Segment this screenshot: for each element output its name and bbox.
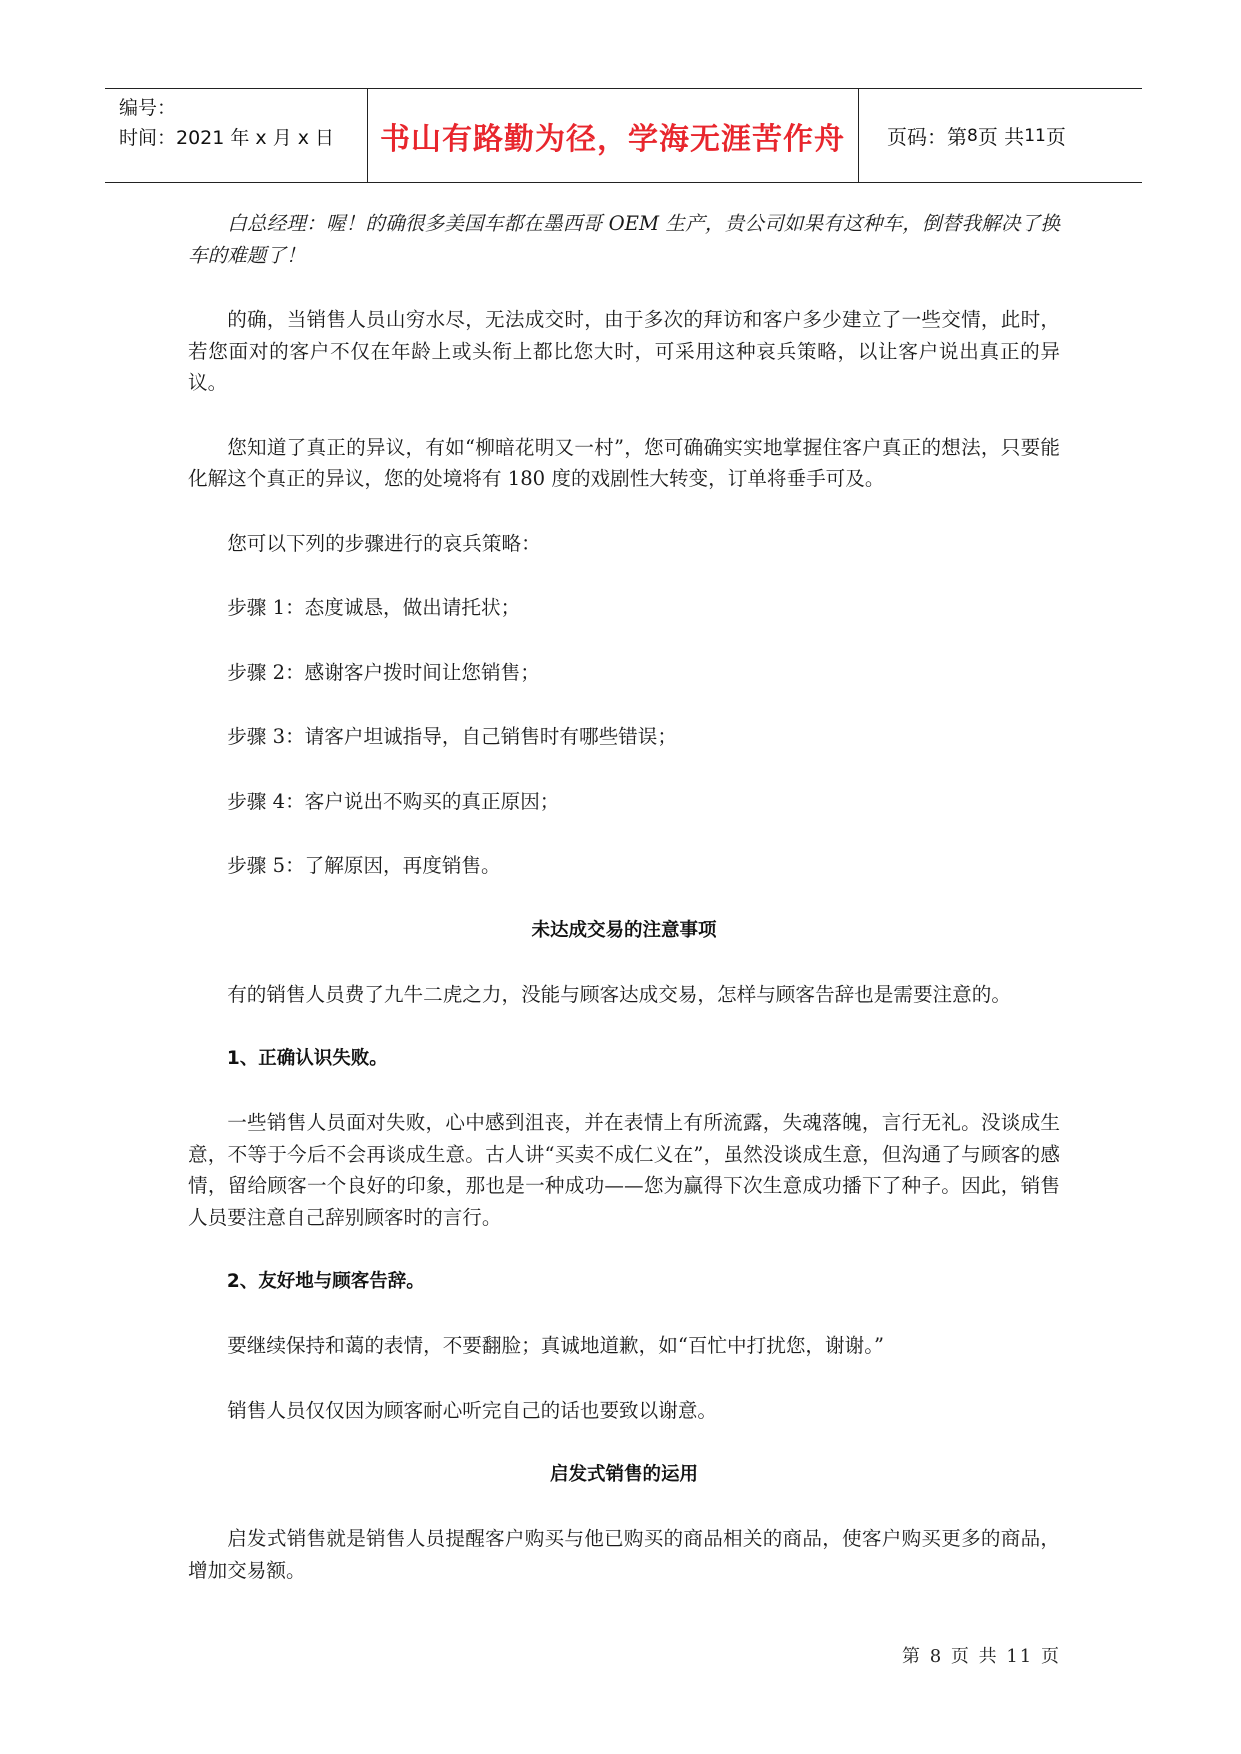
- step-item: 步骤 1：态度诚恳，做出请托状；: [227, 596, 521, 619]
- section-heading: 未达成交易的注意事项: [531, 919, 717, 941]
- subsection-heading: 2、友好地与顾客告辞。: [226, 1271, 425, 1292]
- page-prefix: 页码：第: [887, 125, 967, 149]
- body-paragraph: 销售人员仅仅因为顾客耐心听完自己的话也要致以谢意。: [227, 1398, 718, 1422]
- page-footer: 第 8 页 共 11 页: [902, 1646, 1061, 1667]
- body-paragraph: 启发式销售就是销售人员提醒客户购买与他已购买的商品相关的商品，使客户购买更多的商品，增加交易额。: [188, 1527, 1060, 1582]
- header-page-number: [871, 89, 1066, 182]
- subsection-heading: 1、正确认识失败。: [226, 1048, 388, 1069]
- page-suffix: 页: [1045, 125, 1066, 149]
- page-current: 8: [967, 125, 978, 146]
- page-total: 11: [1024, 125, 1046, 146]
- body-paragraph: 您知道了真正的异议，有如“柳暗花明又一村”，您可确确实实地掌握住客户真正的想法，只要能化解这个真正的异议，您的处境将有 180 度的戏剧性大转变，订单将垂手可及。: [188, 435, 1060, 490]
- body-paragraph: 要继续保持和蔼的表情，不要翻脸；真诚地道歉，如“百忙中打扰您，谢谢。”: [227, 1334, 885, 1357]
- body-paragraph: 您可以下列的步骤进行的哀兵策略：: [227, 531, 541, 555]
- step-item: 步骤 5：了解原因，再度销售。: [227, 854, 501, 877]
- section-heading: 启发式销售的运用: [549, 1464, 698, 1485]
- header-motto: 书山有路勤为径，学海无涯苦作舟: [380, 121, 845, 157]
- dialogue-paragraph: 白总经理：喔！的确很多美国车都在墨西哥 OEM 生产，贵公司如果有这种车，倒替我解决了换车的难题了！: [188, 212, 1060, 267]
- step-item: 步骤 3：请客户坦诚指导，自己销售时有哪些错误；: [227, 725, 677, 748]
- serial-label: 编号：: [119, 97, 177, 119]
- time-label: 时间：2021 年 x 月 x 日: [119, 127, 335, 149]
- body-paragraph: 一些销售人员面对失败，心中感到沮丧，并在表情上有所流露，失魂落魄，言行无礼。没谈成生意，不等于今后不会再谈成生意。古人讲“买卖不成仁义在”，虽然没谈成生意，但沟通了与顾客的感情，留给顾客一个良好的印象，那也是一种成功——您为赢得下次生意成功播下了种子。因此，销售人员要注意自己辞别顾客时的言行。: [188, 1111, 1060, 1229]
- step-item: 步骤 2：感谢客户拨时间让您销售；: [227, 660, 540, 684]
- page-mid: 页 共: [977, 125, 1025, 149]
- header-divider-right: [858, 89, 859, 182]
- step-item: 步骤 4：客户说出不购买的真正原因；: [227, 789, 560, 813]
- page-header: [105, 88, 1142, 183]
- body-paragraph: 有的销售人员费了九牛二虎之力，没能与顾客达成交易，怎样与顾客告辞也是需要注意的。: [227, 982, 1011, 1006]
- header-meta: [119, 93, 334, 153]
- body-paragraph: 的确，当销售人员山穷水尽，无法成交时，由于多次的拜访和客户多少建立了一些交情，此时，若您面对的客户不仅在年龄上或头衔上都比您大时，可采用这种哀兵策略，以让客户说出真正的异议。: [188, 308, 1060, 394]
- document-body: [188, 208, 1060, 1619]
